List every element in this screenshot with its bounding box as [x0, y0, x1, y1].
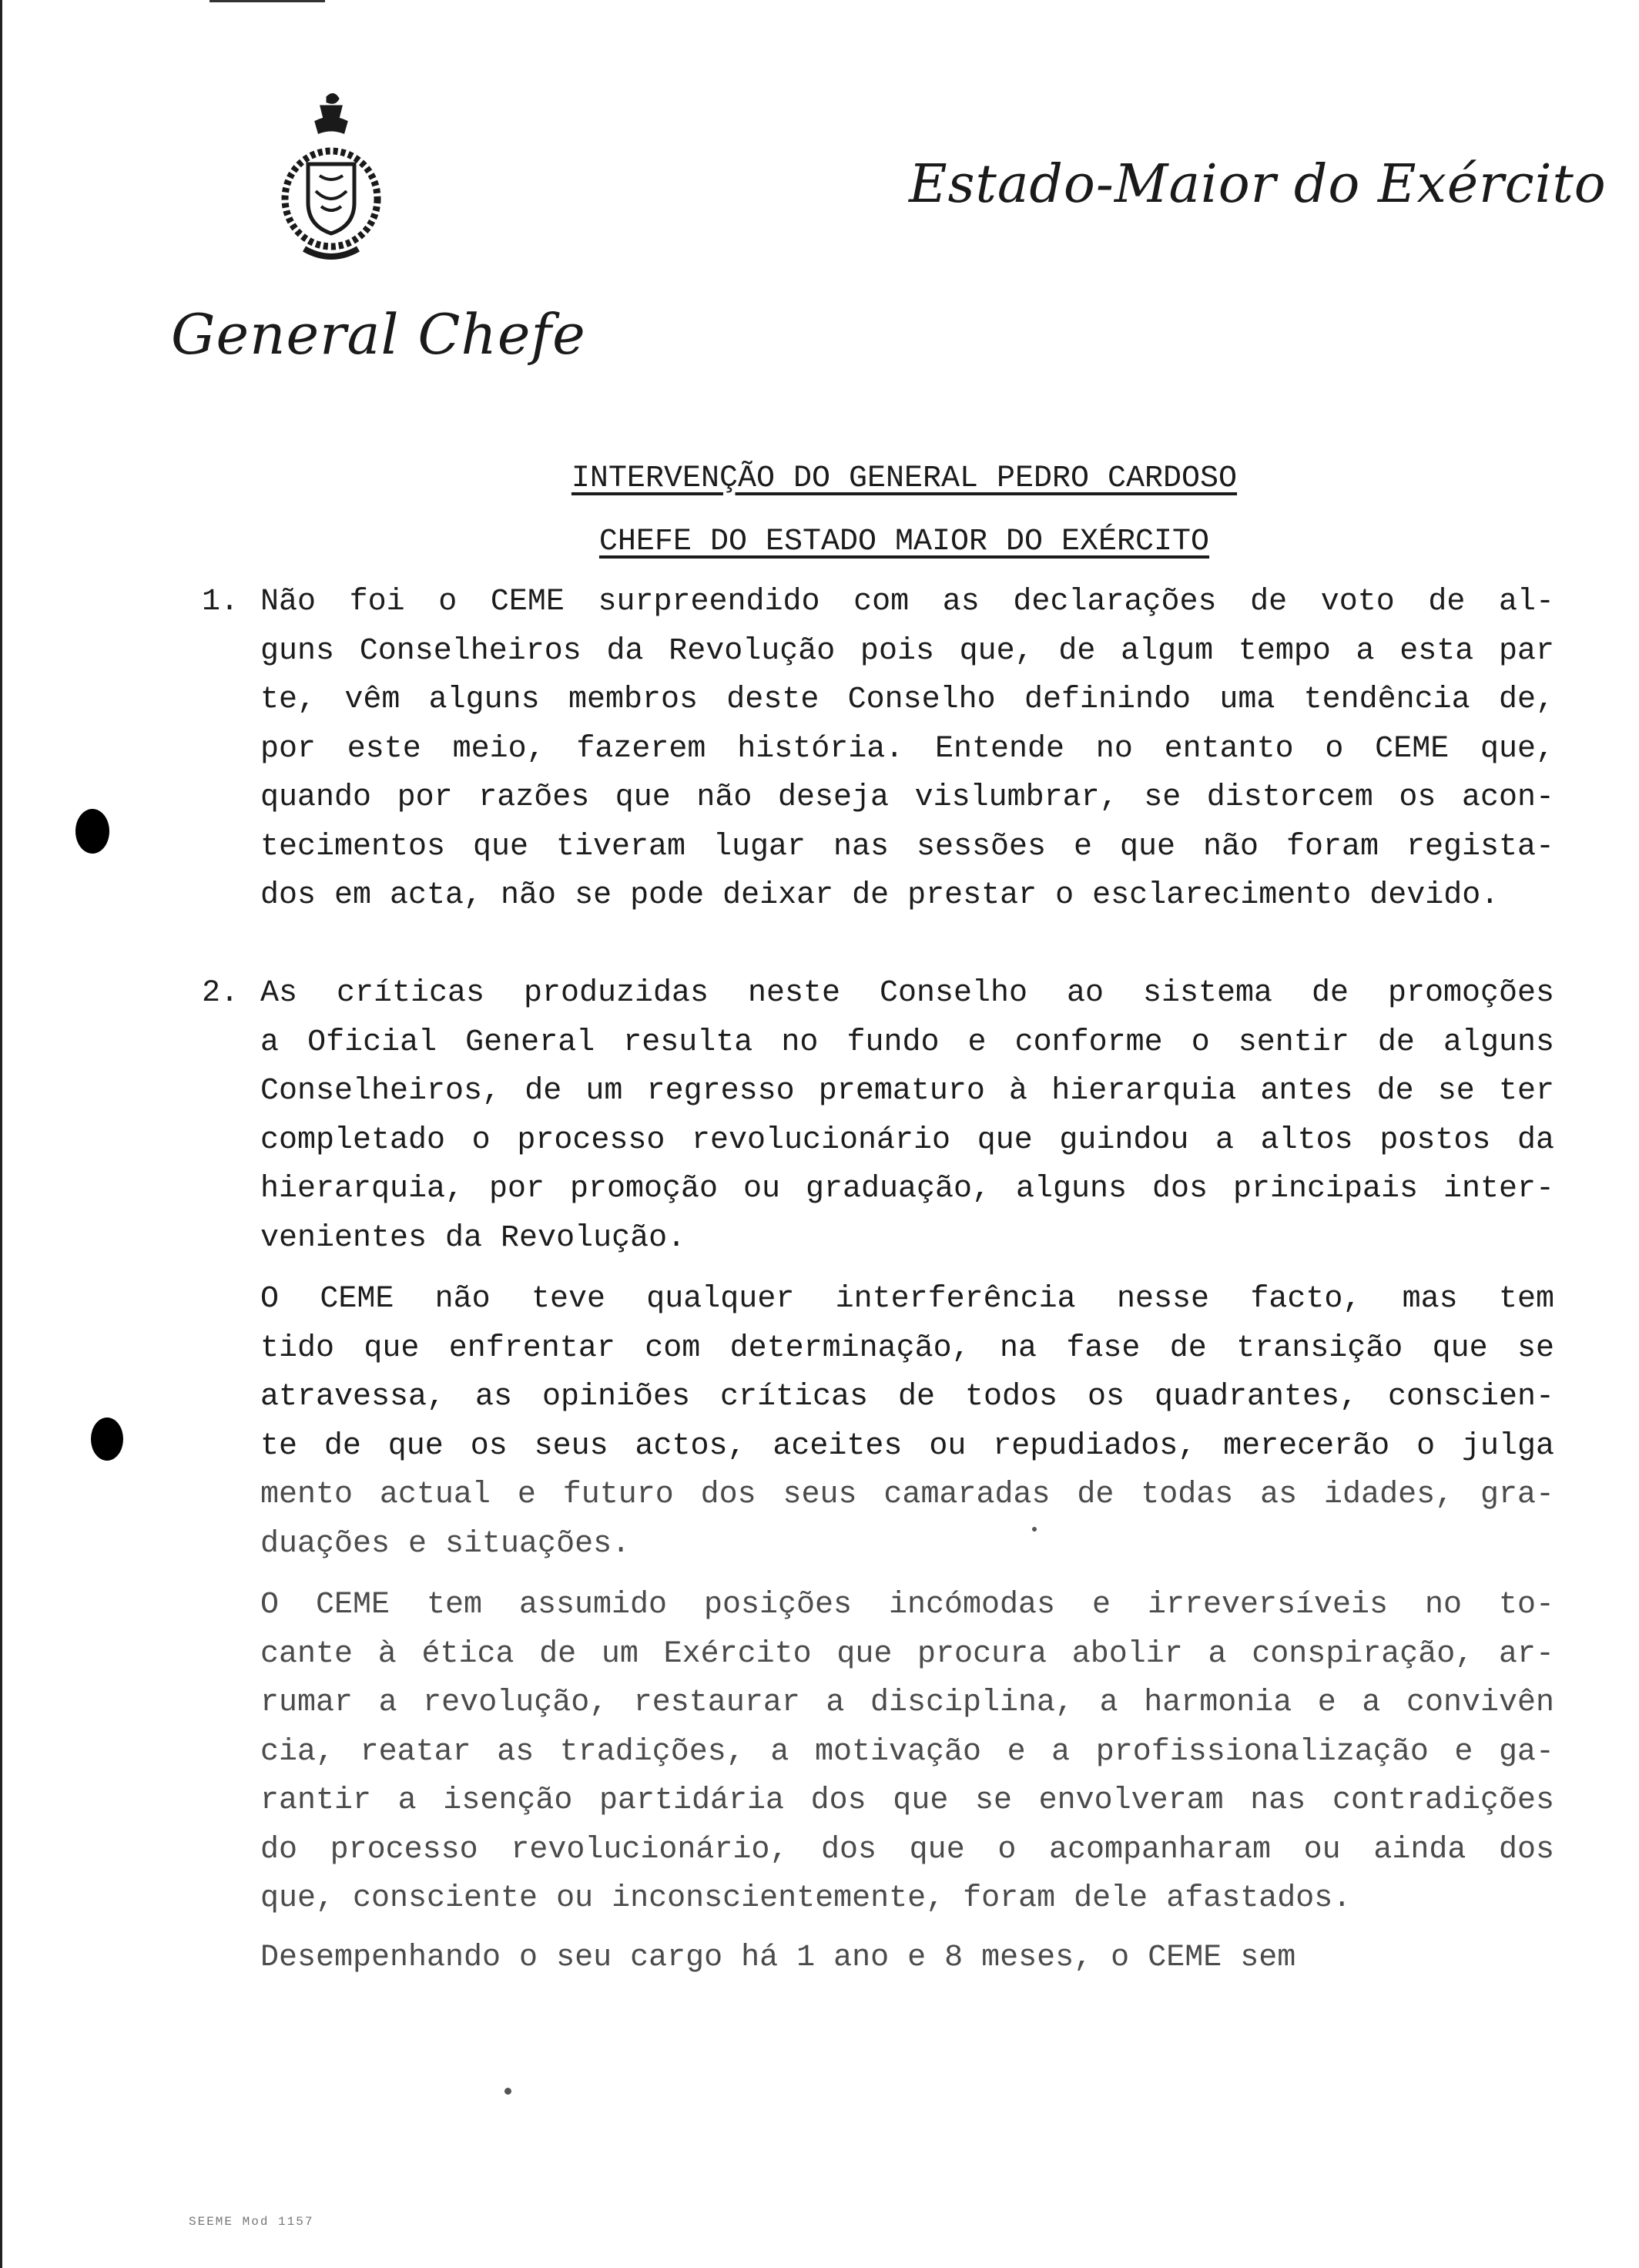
paragraph-number: 2.	[202, 976, 240, 1011]
document-subtitle	[85, 524, 1639, 561]
text-line: que, consciente ou inconscientemente, foram dele afastados.	[260, 1881, 1352, 1916]
paragraph-2	[260, 969, 1554, 1263]
text-line: quando por razões que não deseja vislumbrar, se distorcem os acon-	[260, 780, 1554, 815]
text-line: cante à ética de um Exército que procura abolir a conspiração, ar-	[260, 1636, 1554, 1672]
text-line: duações e situações.	[260, 1526, 631, 1562]
text-line: atravessa, as opiniões críticas de todos os quadrantes, conscien-	[260, 1380, 1554, 1414]
text-line: Não foi o CEME surpreendido com as declarações de voto de al-	[260, 585, 1554, 619]
document-title	[85, 461, 1639, 498]
scan-edge	[0, 0, 2, 2268]
text-line: te, vêm alguns membros deste Conselho definindo uma tendência de,	[260, 683, 1554, 717]
coat-of-arms-emblem	[273, 91, 389, 268]
text-line: O CEME não teve qualquer interferência nesse facto, mas tem	[260, 1282, 1554, 1317]
text-line: Conselheiros, de um regresso prematuro à hierarquia antes de se ter	[260, 1074, 1554, 1109]
text-line: O CEME tem assumido posições incómodas e irreversíveis no to-	[260, 1588, 1554, 1622]
text-line: do processo revolucionário, dos que o acompanharam ou ainda dos	[260, 1832, 1554, 1867]
paragraph-number: 1.	[202, 585, 240, 619]
scan-mark	[209, 0, 325, 2]
text-line: dos em acta, não se pode deixar de prestar o esclarecimento devido.	[260, 878, 1500, 913]
paragraph-3	[260, 1275, 1554, 1568]
title-line-1: INTERVENÇÃO DO GENERAL PEDRO CARDOSO	[571, 461, 1238, 496]
text-line: a Oficial General resulta no fundo e conforme o sentir de alguns	[260, 1025, 1554, 1060]
form-code: SEEME Mod 1157	[189, 2215, 314, 2229]
text-line: guns Conselheiros da Revolução pois que, de algum tempo a esta par	[260, 633, 1554, 669]
text-line: completado o processo revolucionário que guindou a altos postos da	[260, 1122, 1554, 1158]
text-line: tido que enfrentar com determinação, na fase de transição que se	[260, 1330, 1554, 1366]
text-line: rantir a isenção partidária dos que se envolveram nas contradições	[260, 1783, 1554, 1818]
punch-hole-mark	[75, 809, 109, 854]
paragraph-1	[260, 578, 1554, 921]
scan-speck	[504, 2088, 511, 2095]
text-line: Desempenhando o seu cargo há 1 ano e 8 meses, o CEME sem	[260, 1941, 1296, 1975]
paragraph-5	[260, 1934, 1554, 1983]
text-line: rumar a revolução, restaurar a disciplina, a harmonia e a convivên	[260, 1686, 1554, 1720]
scan-speck	[1032, 1527, 1037, 1532]
text-line: mento actual e futuro dos seus camaradas de todas as idades, gra-	[260, 1478, 1554, 1512]
text-line: As críticas produzidas neste Conselho ao sistema de promoções	[260, 976, 1554, 1011]
organization-name: Estado-Maior do Exército	[909, 154, 1607, 215]
department-name: General Chefe	[171, 302, 586, 367]
text-line: por este meio, fazerem história. Entende no entanto o CEME que,	[260, 731, 1554, 767]
text-line: hierarquia, por promoção ou graduação, alguns dos principais inter-	[260, 1172, 1554, 1206]
text-line: venientes da Revolução.	[260, 1220, 686, 1256]
text-line: te de que os seus actos, aceites ou repudiados, merecerão o julga	[260, 1428, 1554, 1464]
text-line: tecimentos que tiveram lugar nas sessões e que não foram registа-	[260, 829, 1554, 864]
punch-hole-mark	[91, 1418, 123, 1461]
title-line-2: CHEFE DO ESTADO MAIOR DO EXÉRCITO	[598, 525, 1210, 559]
paragraph-4	[260, 1581, 1554, 1924]
text-line: cia, reatar as tradições, a motivação e a profissionalização e ga-	[260, 1734, 1554, 1770]
